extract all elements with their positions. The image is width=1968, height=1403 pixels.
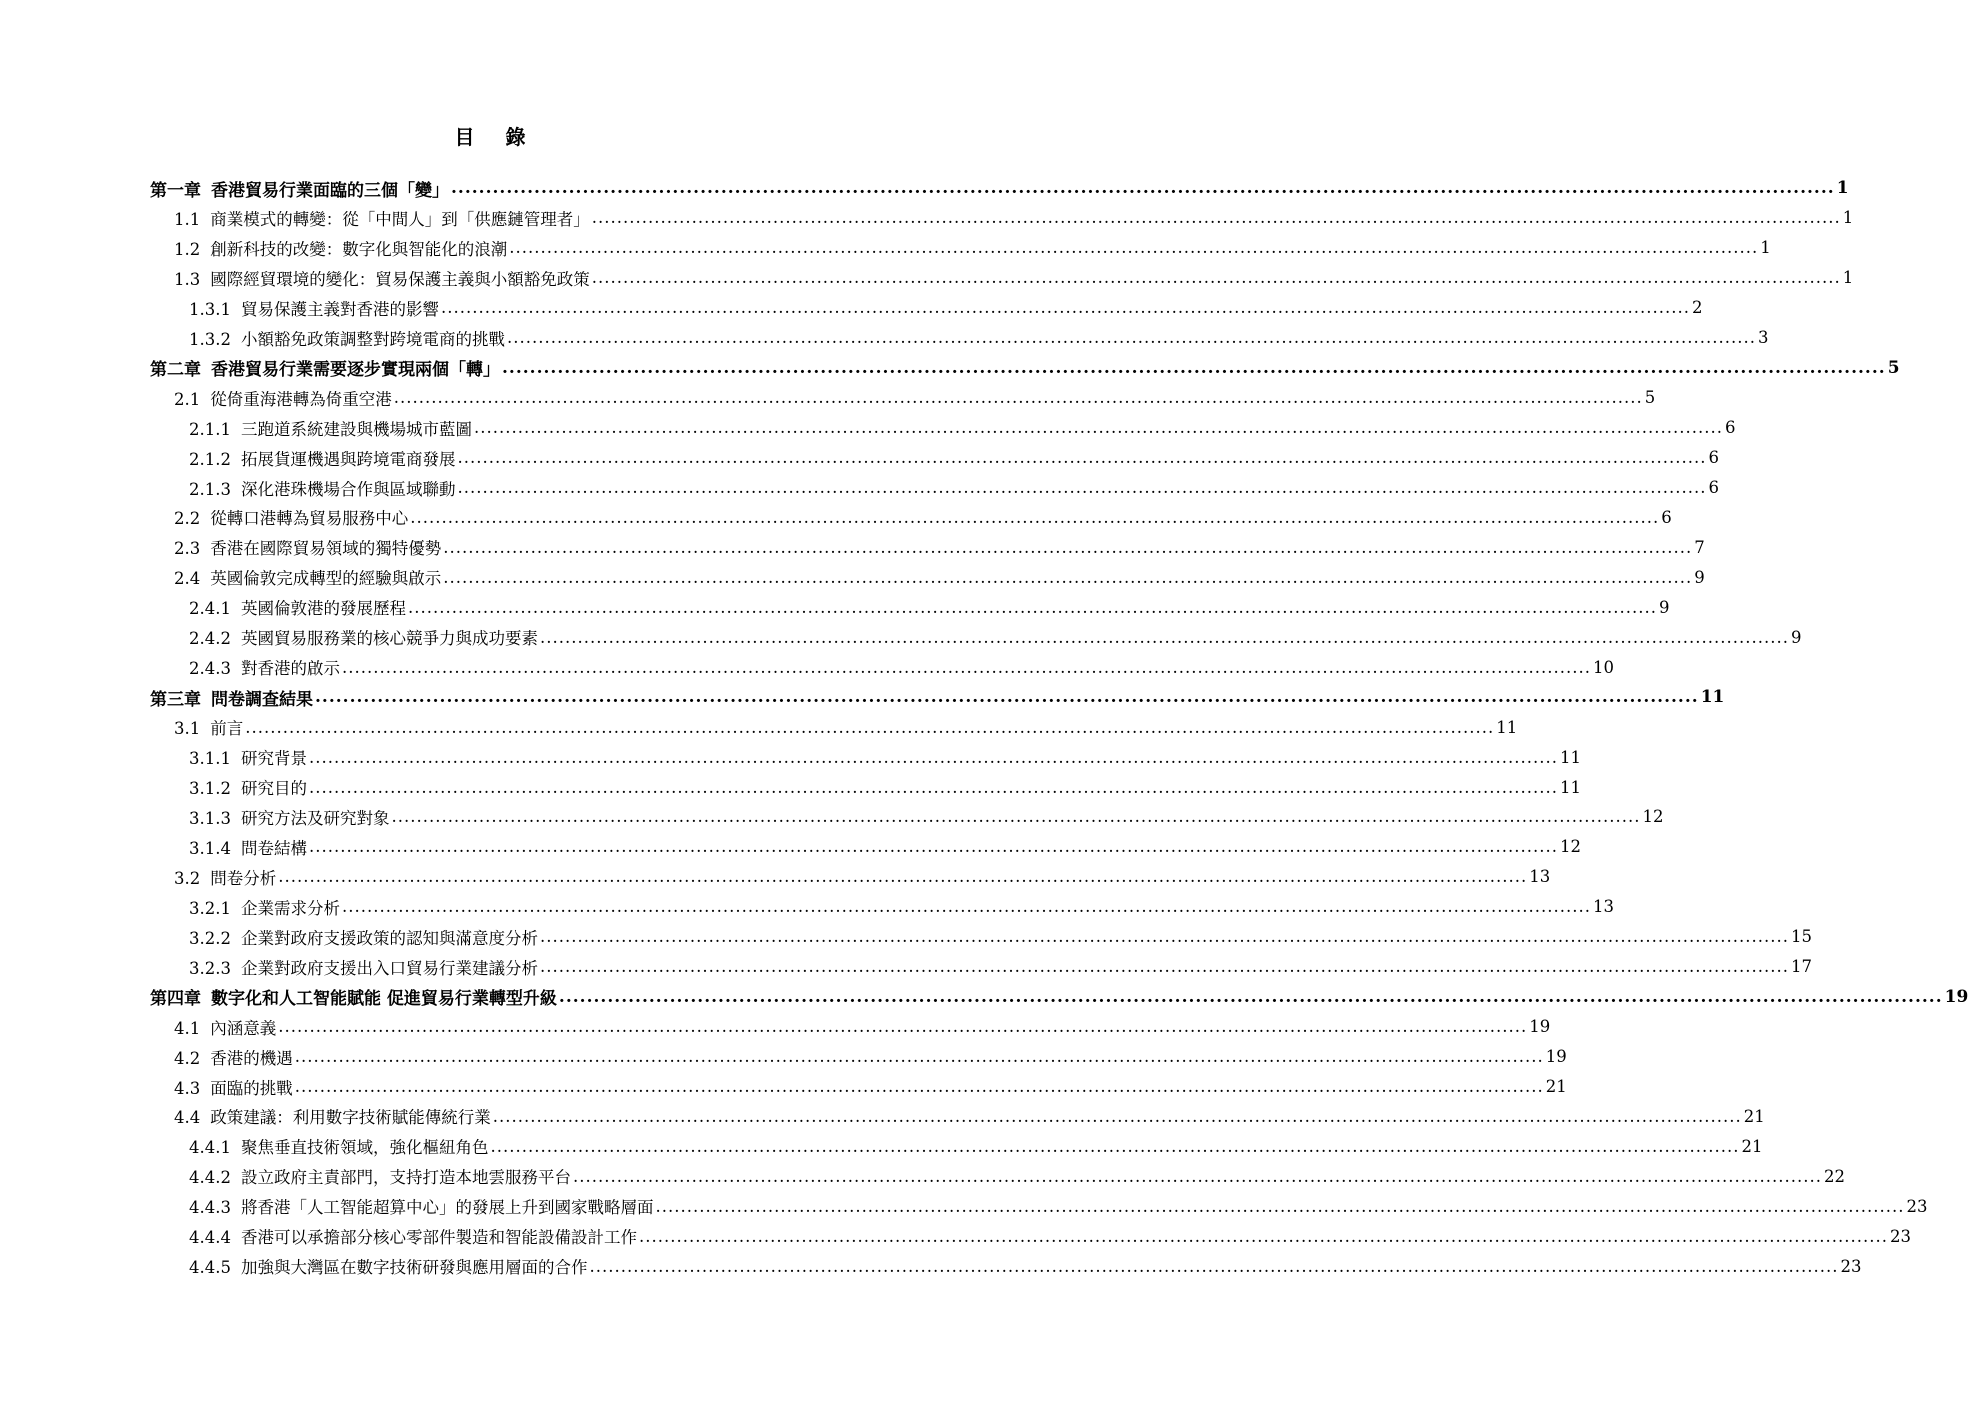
toc-entry-text: 拓展貨運機遇與跨境電商發展 bbox=[240, 449, 456, 469]
toc-entry-title bbox=[174, 236, 507, 260]
toc-entry[interactable] bbox=[174, 712, 1518, 742]
toc-entry-title bbox=[189, 625, 538, 649]
toc-entry-title bbox=[189, 1164, 571, 1188]
toc-page-number: 22 bbox=[1823, 1166, 1845, 1186]
toc-entry[interactable] bbox=[174, 203, 1854, 233]
toc-entry-number: 2.2 bbox=[174, 509, 201, 529]
toc-page-number: 12 bbox=[1642, 807, 1664, 827]
toc-leader-dots: ........................................................................................................................................................................................................ bbox=[451, 178, 1835, 198]
toc-entry-number: 2.1 bbox=[174, 389, 201, 409]
toc-entry-number: 2.4 bbox=[174, 569, 201, 589]
toc-entry-text: 英國貿易服務業的核心競爭力與成功要素 bbox=[240, 629, 538, 649]
toc-page-number: 19 bbox=[1944, 986, 1968, 1007]
toc-entry-title bbox=[189, 296, 439, 320]
toc-entry-text: 設立政府主責部門，支持打造本地雲服務平台 bbox=[240, 1168, 571, 1188]
toc-entry-title bbox=[150, 685, 313, 710]
toc-leader-dots: ........................................................................................................................................................................................................ bbox=[440, 298, 1690, 318]
toc-entry[interactable] bbox=[189, 1191, 1928, 1221]
toc-entry-number: 3.2 bbox=[174, 868, 201, 888]
toc-entry[interactable] bbox=[189, 802, 1664, 832]
toc-entry-text: 將香港「人工智能超算中心」的發展上升到國家戰略層面 bbox=[240, 1198, 654, 1218]
toc-page-number: 11 bbox=[1700, 687, 1725, 708]
toc-leader-dots: ........................................................................................................................................................................................................ bbox=[539, 627, 1789, 647]
toc-entry-number: 第三章 bbox=[150, 689, 201, 710]
toc-leader-dots: ........................................................................................................................................................................................................ bbox=[457, 448, 1707, 468]
toc-entry-number: 4.3 bbox=[174, 1078, 201, 1098]
toc-entry-title bbox=[174, 565, 441, 589]
toc-entry-text: 數字化和人工智能賦能 促進貿易行業轉型升級 bbox=[211, 989, 557, 1010]
toc-entry-text: 研究背景 bbox=[240, 749, 307, 769]
toc-leader-dots: ........................................................................................................................................................................................................ bbox=[490, 1136, 1740, 1156]
toc-entry-text: 香港可以承擔部分核心零部件製造和智能設備設計工作 bbox=[240, 1228, 637, 1248]
toc-entry[interactable] bbox=[189, 1221, 1911, 1251]
toc-leader-dots: ........................................................................................................................................................................................................ bbox=[407, 597, 1657, 617]
toc-leader-dots: ........................................................................................................................................................................................................ bbox=[294, 1077, 1544, 1096]
toc-entry-text: 政策建議：利用數字技術賦能傳統行業 bbox=[210, 1108, 491, 1128]
toc-entry-title bbox=[150, 355, 500, 380]
toc-entry-text: 企業需求分析 bbox=[240, 898, 340, 918]
toc-entry-text: 企業對政府支援出入口貿易行業建議分析 bbox=[240, 958, 538, 978]
toc-entry-text: 前言 bbox=[210, 719, 244, 739]
toc-entry-title bbox=[189, 595, 406, 619]
toc-leader-dots: ........................................................................................................................................................................................................ bbox=[341, 897, 1591, 917]
toc-entry-number: 4.2 bbox=[174, 1048, 201, 1068]
toc-leader-dots: ........................................................................................................................................................................................................ bbox=[473, 418, 1723, 438]
toc-entry-text: 從倚重海港轉為倚重空港 bbox=[210, 389, 392, 409]
toc-leader-dots: ........................................................................................................................................................................................................ bbox=[393, 388, 1643, 408]
toc-entry-title bbox=[150, 984, 557, 1009]
toc-entry-title bbox=[174, 386, 392, 410]
toc-leader-dots: ........................................................................................................................................................................................................ bbox=[589, 1256, 1839, 1276]
toc-page-number: 15 bbox=[1790, 927, 1812, 947]
toc-entry-title bbox=[174, 1104, 491, 1128]
toc-entry-number: 3.1.1 bbox=[189, 749, 231, 769]
toc-entry-number: 第二章 bbox=[150, 360, 201, 381]
toc-entry-text: 加強與大灣區在數字技術研發與應用層面的合作 bbox=[240, 1258, 588, 1278]
toc-entry-title bbox=[189, 775, 307, 799]
toc-page-number: 13 bbox=[1592, 897, 1614, 917]
toc-entry-number: 4.4.5 bbox=[189, 1258, 231, 1278]
toc-page-number: 1 bbox=[1836, 178, 1849, 198]
toc-entry-number: 1.3.1 bbox=[189, 299, 231, 319]
toc-leader-dots: ........................................................................................................................................................................................................ bbox=[502, 357, 1886, 378]
toc-page-number: 11 bbox=[1559, 777, 1581, 797]
toc-entry[interactable] bbox=[174, 502, 1672, 532]
toc-entry-number: 2.4.2 bbox=[189, 629, 231, 649]
toc-leader-dots: ........................................................................................................................................................................................................ bbox=[539, 927, 1789, 947]
toc-entry-text: 香港的機遇 bbox=[210, 1048, 293, 1068]
toc-leader-dots: ........................................................................................................................................................................................................ bbox=[294, 1047, 1544, 1067]
toc-leader-dots: ........................................................................................................................................................................................................ bbox=[539, 957, 1789, 977]
toc-leader-dots: ........................................................................................................................................................................................................ bbox=[278, 867, 1528, 887]
toc-page-number: 5 bbox=[1887, 357, 1900, 378]
toc-leader-dots: ........................................................................................................................................................................................................ bbox=[591, 208, 1841, 228]
toc-entry-text: 創新科技的改變：數字化與智能化的浪潮 bbox=[210, 239, 508, 259]
toc-leader-dots: ........................................................................................................................................................................................................ bbox=[308, 837, 1558, 857]
toc-leader-dots: ........................................................................................................................................................................................................ bbox=[591, 268, 1841, 288]
toc-entry-title bbox=[189, 655, 340, 679]
toc-entry[interactable] bbox=[174, 1042, 1567, 1072]
toc-entry-number: 4.1 bbox=[174, 1018, 201, 1038]
toc-entry-title bbox=[189, 1194, 653, 1218]
toc-entry-text: 企業對政府支援政策的認知與滿意度分析 bbox=[240, 928, 538, 948]
toc-entry[interactable] bbox=[189, 832, 1581, 862]
toc-entry-text: 小額豁免政策調整對跨境電商的挑戰 bbox=[240, 329, 505, 349]
toc-entry-title bbox=[189, 476, 455, 500]
toc-entry[interactable] bbox=[174, 562, 1705, 592]
toc-entry[interactable] bbox=[189, 622, 1802, 652]
toc-entry-number: 2.4.3 bbox=[189, 659, 231, 679]
toc-page-number: 21 bbox=[1741, 1136, 1763, 1156]
toc-page-number: 6 bbox=[1724, 418, 1736, 438]
toc-entry[interactable] bbox=[174, 1072, 1567, 1102]
toc-entry-text: 聚焦垂直技術領域，強化樞紐角色 bbox=[240, 1138, 489, 1158]
toc-page-number: 1 bbox=[1842, 208, 1854, 228]
toc-entry-title bbox=[189, 1224, 637, 1248]
toc-entry-text: 英國倫敦完成轉型的經驗與啟示 bbox=[210, 569, 442, 589]
toc-entry[interactable] bbox=[189, 323, 1769, 353]
toc-entry[interactable] bbox=[189, 742, 1581, 772]
toc-leader-dots: ........................................................................................................................................................................................................ bbox=[308, 777, 1558, 797]
toc-leader-dots: ........................................................................................................................................................................................................ bbox=[245, 717, 1495, 737]
toc-entry[interactable] bbox=[174, 383, 1656, 413]
toc-entry-number: 4.4 bbox=[174, 1108, 201, 1128]
toc-entry-title bbox=[174, 1015, 276, 1039]
toc-page-number: 23 bbox=[1906, 1196, 1928, 1216]
toc-entry-title bbox=[189, 416, 472, 440]
toc-leader-dots: ........................................................................................................................................................................................................ bbox=[308, 747, 1558, 767]
toc-page-number: 23 bbox=[1840, 1256, 1862, 1276]
toc-entry-text: 三跑道系統建設與機場城市藍圖 bbox=[240, 419, 472, 439]
toc-entry-text: 從轉口港轉為貿易服務中心 bbox=[210, 509, 409, 529]
toc-entry-number: 1.1 bbox=[174, 209, 201, 229]
toc-entry-text: 香港貿易行業面臨的三個「變」 bbox=[211, 180, 449, 201]
toc-leader-dots: ........................................................................................................................................................................................................ bbox=[315, 687, 1699, 708]
toc-page-number: 5 bbox=[1644, 388, 1656, 408]
toc-entry-title bbox=[189, 805, 389, 829]
toc-chapter[interactable] bbox=[150, 353, 1900, 383]
toc-entry-text: 問卷分析 bbox=[210, 868, 277, 888]
toc-entry-text: 香港貿易行業需要逐步實現兩個「轉」 bbox=[211, 360, 500, 381]
toc-entry-text: 對香港的啟示 bbox=[240, 659, 340, 679]
toc-entry-text: 國際經貿環境的變化：貿易保護主義與小額豁免政策 bbox=[210, 269, 590, 289]
toc-entry[interactable] bbox=[189, 892, 1614, 922]
toc-page-number: 9 bbox=[1694, 567, 1705, 587]
toc-entry-number: 第四章 bbox=[150, 989, 201, 1010]
toc-entry-text: 研究目的 bbox=[240, 779, 307, 798]
toc-page-number: 23 bbox=[1889, 1226, 1911, 1246]
toc-entry-title bbox=[174, 266, 590, 290]
toc-leader-dots: ........................................................................................................................................................................................................ bbox=[410, 507, 1660, 527]
toc-page-number: 1 bbox=[1760, 238, 1771, 258]
toc-entry[interactable] bbox=[174, 263, 1854, 293]
toc-entry-text: 內涵意義 bbox=[210, 1018, 277, 1038]
toc-entry-title bbox=[174, 535, 441, 559]
toc-leader-dots: ........................................................................................................................................................................................................ bbox=[655, 1196, 1905, 1216]
toc-entry-number: 1.3 bbox=[174, 269, 201, 289]
page-title: 目 錄 bbox=[454, 125, 538, 149]
toc-page-number: 1 bbox=[1842, 268, 1854, 288]
toc-entry-number: 3.1 bbox=[174, 719, 201, 739]
toc-entry[interactable] bbox=[189, 443, 1719, 473]
toc-page-number: 10 bbox=[1592, 657, 1614, 677]
toc-page-number: 6 bbox=[1708, 448, 1719, 468]
toc-page-number: 6 bbox=[1661, 507, 1672, 527]
toc-entry[interactable] bbox=[189, 1131, 1763, 1161]
toc-leader-dots: ........................................................................................................................................................................................................ bbox=[558, 986, 1943, 1007]
toc-entry-text: 面臨的挑戰 bbox=[210, 1078, 293, 1098]
toc-entry-title bbox=[189, 446, 455, 470]
toc-page-number: 7 bbox=[1694, 537, 1705, 557]
toc-entry-number: 第一章 bbox=[150, 180, 201, 201]
toc-page-number: 11 bbox=[1496, 717, 1518, 737]
toc-page-number: 9 bbox=[1658, 597, 1670, 617]
toc-entry-number: 3.1.2 bbox=[189, 779, 231, 798]
toc-entry[interactable] bbox=[189, 293, 1703, 323]
toc-entry[interactable] bbox=[189, 1161, 1845, 1191]
toc-leader-dots: ........................................................................................................................................................................................................ bbox=[638, 1226, 1888, 1246]
toc-leader-dots: ........................................................................................................................................................................................................ bbox=[443, 537, 1693, 557]
toc-page-number: 19 bbox=[1529, 1017, 1551, 1037]
toc-entry-number: 3.1.4 bbox=[189, 838, 231, 858]
toc-leader-dots: ........................................................................................................................................................................................................ bbox=[492, 1106, 1742, 1126]
toc-entry[interactable] bbox=[189, 652, 1614, 682]
toc-page-number: 17 bbox=[1790, 957, 1812, 977]
toc-page-number: 21 bbox=[1545, 1077, 1567, 1096]
toc-entry[interactable] bbox=[189, 922, 1812, 952]
toc-entry[interactable] bbox=[189, 592, 1670, 622]
toc-leader-dots: ........................................................................................................................................................................................................ bbox=[391, 807, 1641, 827]
toc-leader-dots: ........................................................................................................................................................................................................ bbox=[509, 238, 1759, 258]
toc-entry[interactable] bbox=[189, 473, 1719, 503]
toc-leader-dots: ........................................................................................................................................................................................................ bbox=[572, 1166, 1822, 1186]
toc-entry[interactable] bbox=[174, 862, 1551, 892]
toc-entry-title bbox=[189, 895, 340, 919]
toc-entry-text: 研究方法及研究對象 bbox=[240, 808, 390, 828]
toc-page-number: 13 bbox=[1529, 867, 1551, 887]
toc-leader-dots: ........................................................................................................................................................................................................ bbox=[341, 657, 1591, 677]
toc-entry-number: 2.1.2 bbox=[189, 449, 231, 469]
toc-entry[interactable] bbox=[189, 952, 1812, 982]
toc-entry-title bbox=[189, 1254, 587, 1278]
toc-entry-title bbox=[174, 505, 408, 529]
toc-entry-number: 1.2 bbox=[174, 239, 201, 259]
toc-leader-dots: ........................................................................................................................................................................................................ bbox=[457, 478, 1707, 497]
toc-entry[interactable] bbox=[174, 233, 1771, 263]
toc-entry-number: 3.2.3 bbox=[189, 958, 231, 978]
toc-entry-title bbox=[189, 745, 307, 769]
toc-entry-title bbox=[174, 865, 276, 889]
toc-entry[interactable] bbox=[174, 1101, 1765, 1131]
toc-leader-dots: ........................................................................................................................................................................................................ bbox=[278, 1017, 1528, 1037]
toc-entry-number: 4.4.4 bbox=[189, 1228, 231, 1248]
toc-leader-dots: ........................................................................................................................................................................................................ bbox=[443, 567, 1693, 587]
toc-entry-text: 貿易保護主義對香港的影響 bbox=[240, 299, 439, 319]
toc-page-number: 3 bbox=[1757, 328, 1769, 348]
toc-entry[interactable] bbox=[189, 413, 1736, 443]
toc-entry-number: 3.2.1 bbox=[189, 898, 231, 918]
toc-entry-title bbox=[174, 1045, 293, 1069]
toc-entry-text: 問卷結構 bbox=[240, 838, 307, 858]
toc-entry-title bbox=[189, 1134, 488, 1158]
toc-entry[interactable] bbox=[174, 1012, 1551, 1042]
toc-entry-number: 4.4.1 bbox=[189, 1138, 231, 1158]
toc-entry-number: 2.1.1 bbox=[189, 419, 231, 439]
toc-chapter[interactable] bbox=[150, 982, 1968, 1012]
toc-chapter[interactable] bbox=[150, 173, 1849, 203]
toc-entry[interactable] bbox=[189, 1251, 1862, 1281]
toc-entry-number: 4.4.3 bbox=[189, 1198, 231, 1218]
toc-entry-title bbox=[189, 326, 505, 350]
toc-page-number: 2 bbox=[1691, 298, 1703, 318]
toc-entry-title bbox=[150, 176, 449, 201]
toc-entry-title bbox=[189, 925, 538, 949]
toc-entry-text: 問卷調查結果 bbox=[211, 689, 313, 710]
toc-entry-text: 英國倫敦港的發展歷程 bbox=[240, 599, 406, 619]
toc-entry[interactable] bbox=[189, 772, 1581, 802]
toc-page-number: 11 bbox=[1559, 747, 1581, 767]
toc-page-number: 21 bbox=[1743, 1106, 1765, 1126]
toc-entry[interactable] bbox=[174, 532, 1705, 562]
toc-page-number: 12 bbox=[1559, 837, 1581, 857]
toc-entry-number: 2.1.3 bbox=[189, 479, 231, 499]
toc-entry-text: 香港在國際貿易領域的獨特優勢 bbox=[210, 539, 442, 559]
toc-entry-number: 2.3 bbox=[174, 539, 201, 559]
toc-entry-title bbox=[174, 1075, 293, 1099]
toc-page-number: 9 bbox=[1790, 627, 1802, 647]
toc-entry-title bbox=[189, 955, 538, 979]
toc-entry-number: 2.4.1 bbox=[189, 599, 231, 619]
toc-entry-number: 4.4.2 bbox=[189, 1168, 231, 1188]
toc-entry-number: 3.2.2 bbox=[189, 928, 231, 948]
toc-entry-title bbox=[174, 206, 590, 230]
toc-entry-text: 商業模式的轉變：從「中間人」到「供應鏈管理者」 bbox=[210, 209, 590, 229]
toc-entry-number: 3.1.3 bbox=[189, 808, 231, 828]
toc-page-number: 19 bbox=[1545, 1047, 1567, 1067]
toc-leader-dots: ........................................................................................................................................................................................................ bbox=[506, 328, 1756, 348]
toc-entry-text: 深化港珠機場合作與區域聯動 bbox=[240, 479, 456, 499]
toc-entry-title bbox=[189, 835, 307, 859]
toc-entry-number: 1.3.2 bbox=[189, 329, 231, 349]
toc-page-number: 6 bbox=[1708, 478, 1719, 497]
toc-chapter[interactable] bbox=[150, 682, 1725, 712]
toc-entry-title bbox=[174, 715, 243, 739]
